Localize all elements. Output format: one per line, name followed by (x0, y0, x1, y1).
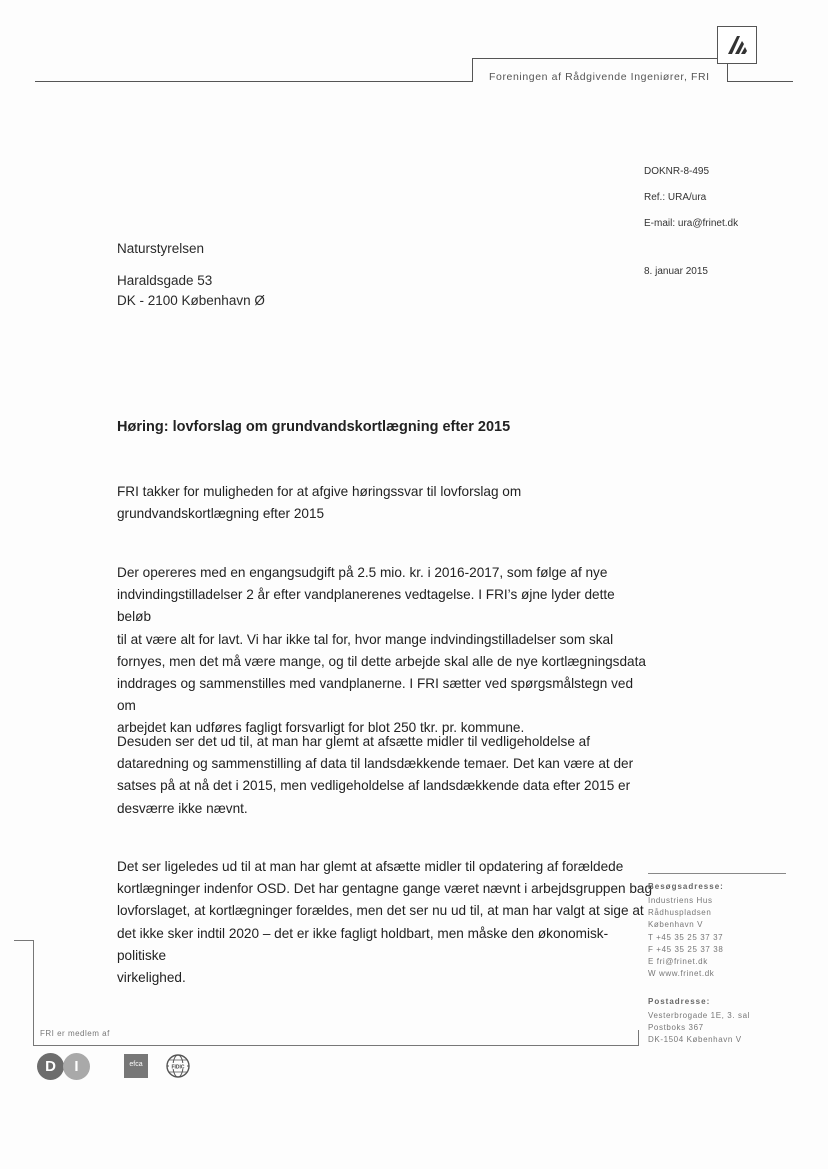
visit-address (648, 895, 723, 980)
fax: F +45 35 25 37 38 (648, 944, 724, 954)
paragraph-line: satses på at nå det i 2015, men vedligeholdelse af landsdækkende data efter 2015 er (117, 778, 631, 794)
email: E-mail: ura@frinet.dk (644, 218, 739, 229)
subject-heading: Høring: lovforslag om grundvandskortlægning efter 2015 (117, 419, 511, 435)
paragraph-line: lovforslaget, at kortlægninger forældes, men det ser nu ud til, at man har valgt at sige at (117, 903, 644, 919)
sidebar-rule (648, 873, 786, 874)
recipient-city: DK - 2100 København Ø (117, 293, 265, 308)
organization-name: Foreningen af Rådgivende Ingeniører, FRI (489, 71, 710, 83)
footer-rule-vertical (33, 940, 34, 1045)
paragraph-line: desværre ikke nævnt. (117, 800, 248, 816)
paragraph-line: Desuden ser det ud til, at man har glemt at afsætte midler til vedligeholdelse af (117, 734, 591, 749)
header-rule-right (727, 81, 793, 82)
visit-address-line: København V (648, 920, 704, 930)
paragraph-line: kortlægninger indenfor OSD. Det har gentagne gange været nævnt i arbejdsgruppen bag (117, 881, 653, 897)
postal-address-heading: Postadresse: (648, 997, 711, 1006)
paragraph-cost (117, 562, 647, 740)
fidic-logo-text: FIDIC (171, 1064, 185, 1071)
paragraph-intro (117, 481, 647, 525)
email-contact: E fri@frinet.dk (648, 957, 708, 967)
visit-address-line: Industriens Hus (648, 896, 713, 905)
recipient-name: Naturstyrelsen (117, 241, 205, 256)
header-rule-step-up (472, 58, 473, 82)
postal-address-line: DK-1504 København V (648, 1035, 742, 1045)
document-number: DOKNR-8-495 (644, 166, 710, 177)
paragraph-line: indvindingstilladelser 2 år efter vandplanerenes vedtagelse. I FRI’s øjne lyder dette beløb (117, 587, 615, 625)
di-logo-i-icon: I (63, 1053, 90, 1080)
member-of-text: FRI er medlem af (40, 1029, 110, 1038)
website: W www.frinet.dk (648, 969, 715, 979)
footer-rule-right-up (638, 1030, 639, 1046)
paragraph-line: virkelighed. (117, 970, 186, 986)
postal-address (648, 1010, 750, 1047)
paragraph-line: arbejdet kan udføres fagligt forsvarligt for blot 250 tkr. pr. kommune. (117, 720, 525, 736)
header-rule-top (472, 58, 717, 59)
efca-logo-icon: efca (124, 1054, 148, 1078)
footer-rule-bottom (33, 1045, 638, 1046)
postal-address-line: Postboks 367 (648, 1023, 704, 1033)
footer-rule-left-stub (14, 940, 33, 941)
paragraph-line: til at være alt for lavt. Vi har ikke tal for, hvor mange indvindingstilladelser som skal (117, 631, 614, 647)
header-rule-left (35, 81, 472, 82)
paragraph-line: dataredning og sammenstilling af data til landsdækkende temaer. Det kan være at der (117, 756, 634, 772)
paragraph-line: FRI takker for muligheden for at afgive høringssvar til lovforslag om (117, 484, 522, 499)
phone: T +45 35 25 37 37 (648, 932, 724, 942)
paragraph-line: fornyes, men det må være mange, og til dette arbejde skal alle de nye kortlægningsdata (117, 653, 646, 669)
paragraph-line: det ikke sker indtil 2020 – det er ikke fagligt holdbart, men måske den økonomisk-politiske (117, 925, 609, 963)
fidic-logo-icon (165, 1053, 191, 1079)
visit-address-line: Rådhuspladsen (648, 908, 712, 918)
reference: Ref.: URA/ura (644, 192, 707, 203)
paragraph-line: inddrages og sammenstilles med vandplanerne. I FRI sætter ved spørgsmålstegn ved om (117, 676, 634, 714)
fri-logo-icon (717, 26, 757, 64)
postal-address-line: Vesterbrogade 1E, 3. sal (648, 1011, 751, 1020)
date: 8. januar 2015 (644, 266, 708, 277)
di-logo-d-icon: D (37, 1053, 64, 1080)
paragraph-maintenance (117, 731, 647, 820)
paragraph-line: Der opereres med en engangsudgift på 2.5 mio. kr. i 2016-2017, som følge af nye (117, 565, 608, 580)
recipient-street: Haraldsgade 53 (117, 273, 213, 288)
paragraph-line: grundvandskortlægning efter 2015 (117, 506, 325, 522)
paragraph-line: Det ser ligeledes ud til at man har glemt at afsætte midler til opdatering af forældede (117, 859, 624, 874)
paragraph-osd (117, 856, 657, 989)
visit-address-heading: Besøgsadresse: (648, 882, 724, 891)
